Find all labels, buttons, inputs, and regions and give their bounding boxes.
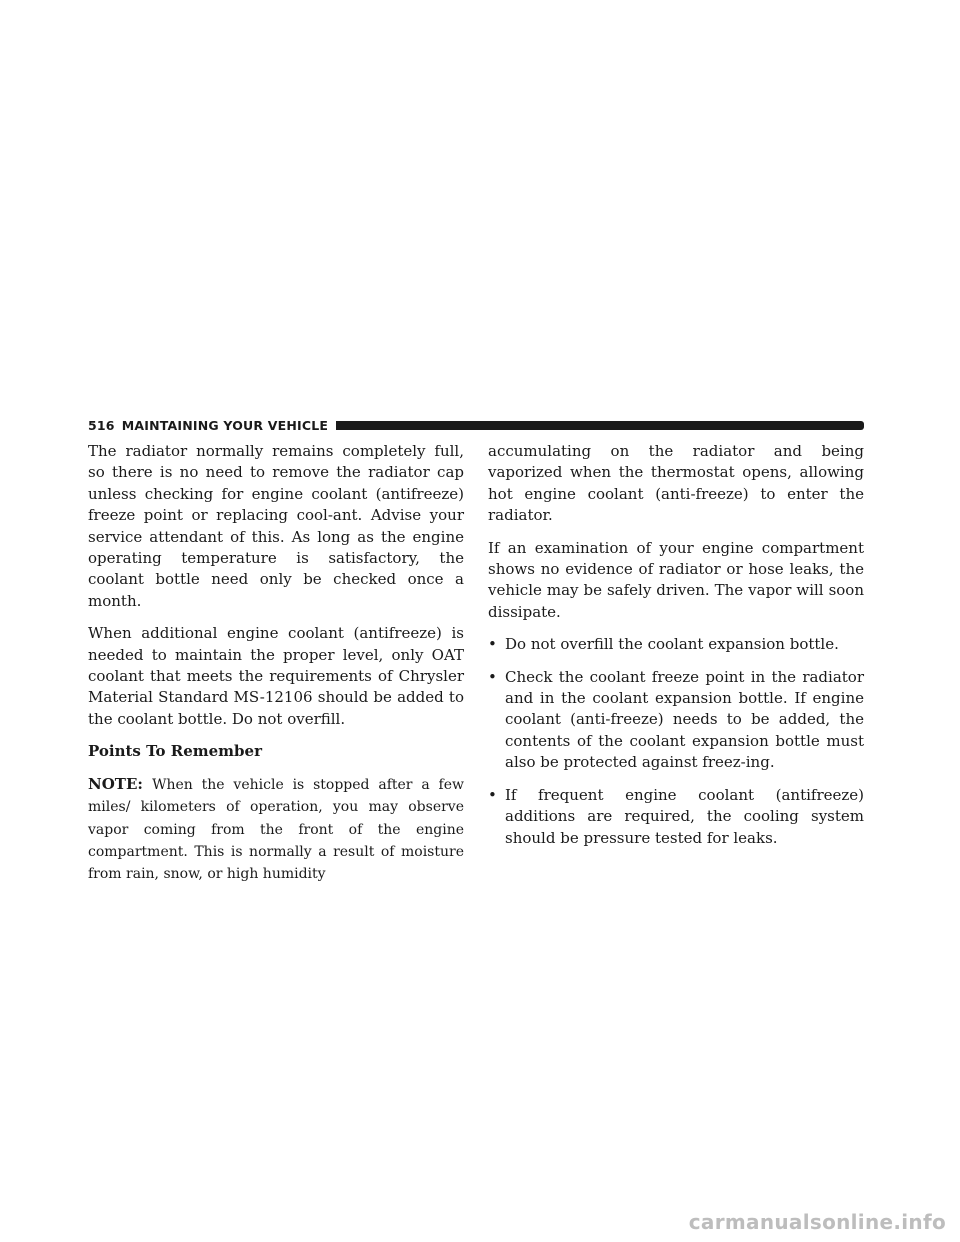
bullet-icon: • (488, 635, 497, 654)
list-item (488, 634, 864, 655)
right-column (488, 441, 864, 860)
note-paragraph (88, 774, 464, 886)
paragraph-radiator-full: The radiator normally remains completely full, so there is no need to remove the radiator cap unless checking for engine coolant (antifreeze) freeze point or replacing cool-ant. Advise your service attendant of this. As long as the engine operating temperature is satisfactory, the coolant bottle need only be checked once a month. (88, 442, 464, 610)
paragraph-vapor-continued: accumulating on the radiator and being vaporized when the thermostat opens, allowing hot engine coolant (anti-freeze) to enter the radiator. (488, 442, 864, 525)
note-text: When the vehicle is stopped after a few miles/ kilometers of operation, you may observe vapor coming from the front of the engine compartment. This is normally a result of moisture from rain, snow, or high humidity (88, 776, 464, 883)
list-item (488, 785, 864, 849)
bullet-text: Do not overfill the coolant expansion bottle. (505, 635, 839, 654)
bullet-list (488, 634, 864, 849)
paragraph-additional-coolant: When additional engine coolant (antifreeze) is needed to maintain the proper level, only OAT coolant that meets the requirements of Chrysler Material Standard MS-12106 should be added to the coolant bottle. Do not overfill. (88, 624, 464, 728)
note-label: NOTE: (88, 774, 143, 793)
page-header (88, 417, 864, 433)
bullet-text: Check the coolant freeze point in the radiator and in the coolant expansion bottle. If engine coolant (anti-freeze) needs to be added, the contents of the coolant expansion bottle must also be protected against freez-ing. (505, 667, 864, 772)
left-column (88, 441, 464, 897)
page-number: 516 (88, 417, 115, 433)
section-title: MAINTAINING YOUR VEHICLE (121, 417, 329, 433)
bullet-icon: • (488, 785, 497, 804)
watermark: carmanualsonline.info (688, 1210, 946, 1234)
bullet-icon: • (488, 667, 497, 686)
list-item (488, 667, 864, 774)
points-to-remember-heading: Points To Remember (88, 742, 262, 761)
header-rule (336, 421, 864, 430)
paragraph-examination: If an examination of your engine compartment shows no evidence of radiator or hose leaks, the vehicle may be safely driven. The vapor will soon dissipate. (488, 538, 864, 621)
bullet-text: If frequent engine coolant (antifreeze) additions are required, the cooling system should be pressure tested for leaks. (505, 785, 864, 847)
